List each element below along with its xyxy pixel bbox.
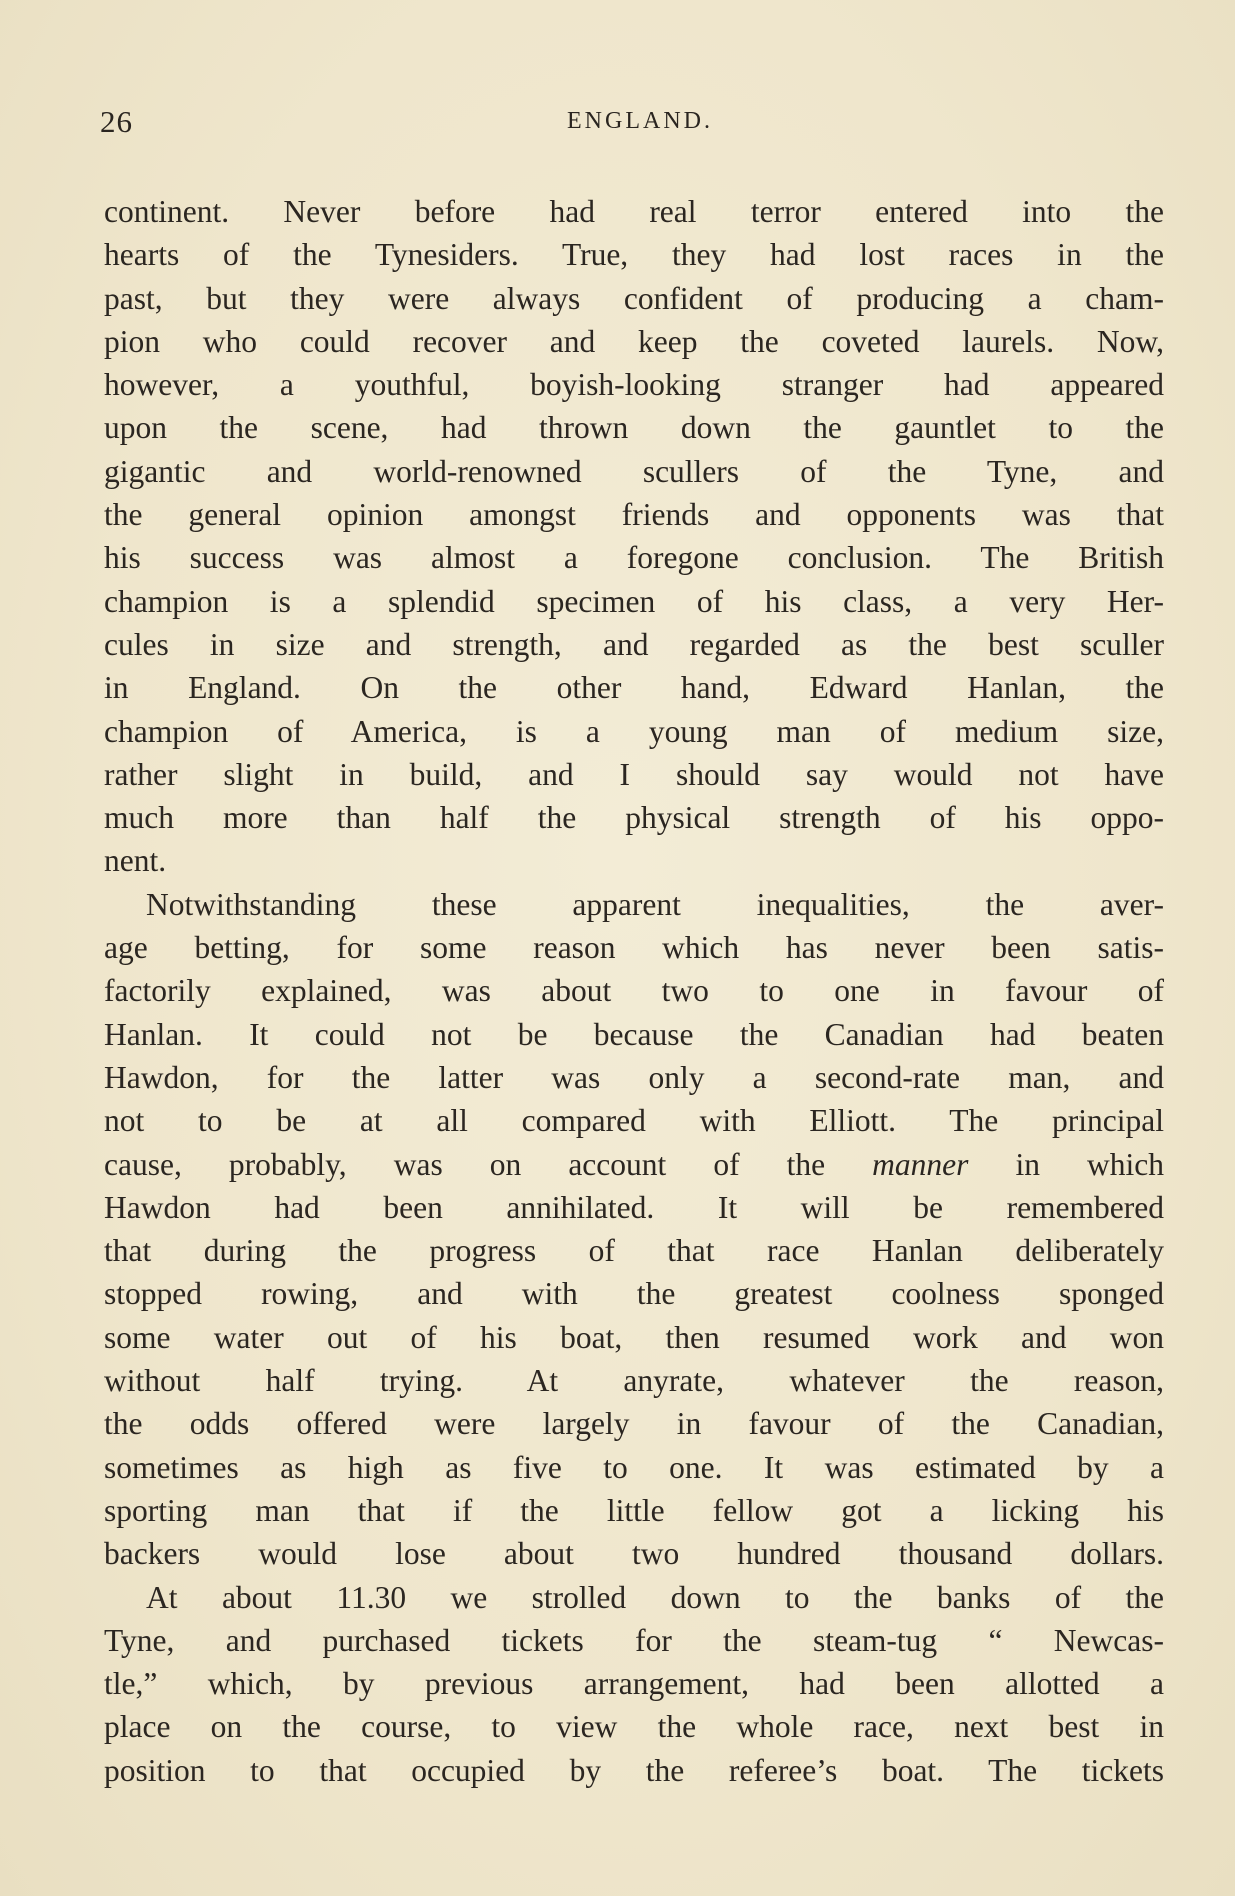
- text-line: Hawdon, for the latter was only a second-rate man, and: [104, 1059, 1164, 1095]
- body-text: [104, 190, 1164, 1792]
- text-line: in England. On the other hand, Edward Hanlan, the: [104, 670, 1164, 706]
- text-line: without half trying. At anyrate, whatever the reason,: [104, 1363, 1164, 1399]
- text-line: factorily explained, was about two to one in favour of: [104, 973, 1164, 1009]
- text-line: that during the progress of that race Hanlan deliberately: [104, 1233, 1164, 1269]
- text-line: upon the scene, had thrown down the gauntlet to the: [104, 410, 1164, 446]
- text-line: continent. Never before had real terror entered into the: [104, 194, 1164, 229]
- text-segment: cause, probably, was on account of the: [104, 1146, 873, 1182]
- text-line: champion of America, is a young man of medium size,: [104, 713, 1164, 749]
- text-line: rather slight in build, and I should say would not have: [104, 756, 1164, 792]
- paragraph-start-line: At about 11.30 we strolled down to the banks of the: [146, 1579, 1164, 1615]
- text-line: hearts of the Tynesiders. True, they had lost races in the: [104, 237, 1164, 273]
- page-header: [100, 104, 1160, 144]
- text-line: his success was almost a foregone conclusion. The British: [104, 540, 1164, 576]
- text-line: however, a youthful, boyish-looking stranger had appeared: [104, 367, 1164, 403]
- text-line: sporting man that if the little fellow got a licking his: [104, 1492, 1164, 1528]
- page-number: 26: [100, 104, 133, 139]
- text-line: some water out of his boat, then resumed work and won: [104, 1319, 1164, 1355]
- text-segment: in which: [968, 1146, 1164, 1182]
- paragraph-start-line: Notwithstanding these apparent inequalities, the aver-: [146, 886, 1164, 922]
- text-line: cules in size and strength, and regarded as the best sculler: [104, 626, 1164, 662]
- text-line: not to be at all compared with Elliott. The principal: [104, 1103, 1164, 1139]
- text-line: much more than half the physical strength of his oppo-: [104, 800, 1164, 836]
- text-line: the general opinion amongst friends and opponents was that: [104, 497, 1164, 533]
- italic-word: manner: [872, 1146, 969, 1182]
- text-line: stopped rowing, and with the greatest coolness sponged: [104, 1276, 1164, 1312]
- text-line: past, but they were always confident of producing a cham-: [104, 280, 1164, 316]
- text-line: position to that occupied by the referee’s boat. The tickets: [104, 1752, 1164, 1788]
- text-line: place on the course, to view the whole race, next best in: [104, 1709, 1164, 1745]
- text-line: nent.: [104, 843, 167, 879]
- text-line: pion who could recover and keep the coveted laurels. Now,: [104, 323, 1164, 359]
- text-line: backers would lose about two hundred thousand dollars.: [104, 1536, 1164, 1572]
- text-line: the odds offered were largely in favour of the Canadian,: [104, 1406, 1164, 1442]
- text-line-with-italic: [104, 1143, 1164, 1186]
- text-line: sometimes as high as five to one. It was estimated by a: [104, 1449, 1164, 1485]
- text-line: champion is a splendid specimen of his class, a very Her-: [104, 583, 1164, 619]
- text-line: Tyne, and purchased tickets for the steam-tug “ Newcas-: [104, 1622, 1164, 1658]
- text-line: Hanlan. It could not be because the Canadian had beaten: [104, 1016, 1164, 1052]
- text-line: Hawdon had been annihilated. It will be remembered: [104, 1189, 1164, 1225]
- text-line: tle,” which, by previous arrangement, had been allotted a: [104, 1666, 1164, 1702]
- running-head: ENGLAND.: [567, 108, 713, 134]
- text-line: gigantic and world-renowned scullers of the Tyne, and: [104, 453, 1164, 489]
- text-line: age betting, for some reason which has never been satis-: [104, 930, 1164, 966]
